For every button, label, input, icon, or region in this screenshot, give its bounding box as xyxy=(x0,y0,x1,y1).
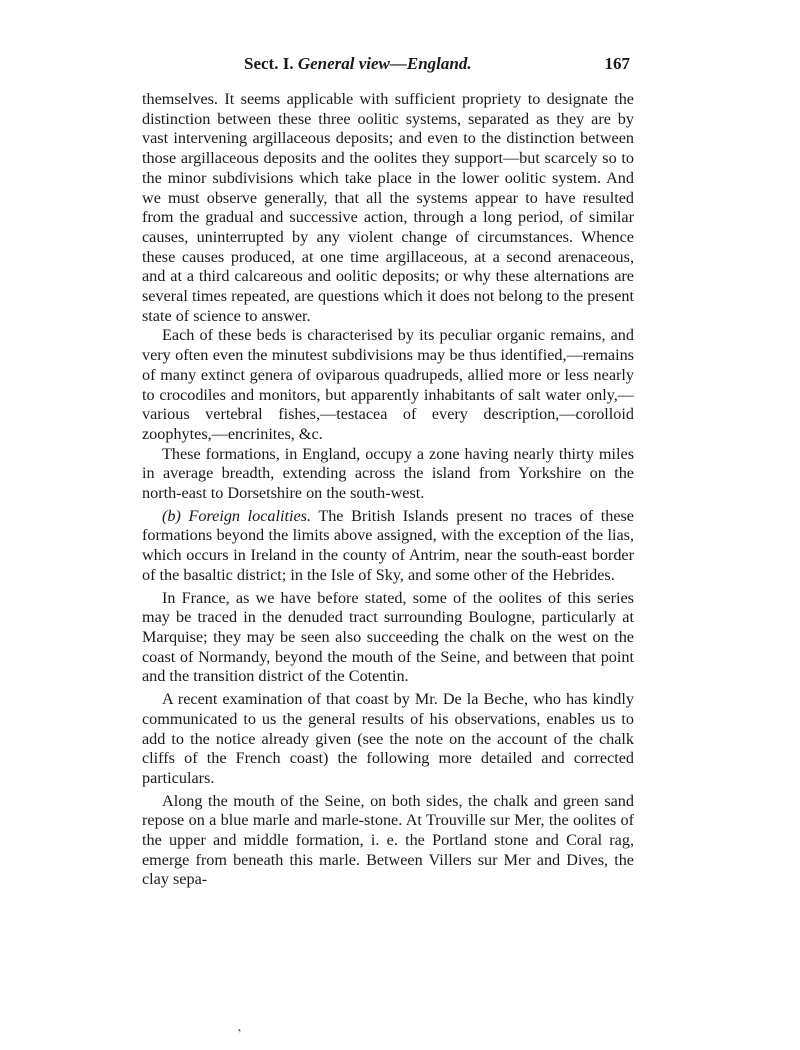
paragraph: Along the mouth of the Seine, on both sides, the chalk and green sand repose on a blue marle and marle-stone. At Trouville sur Mer, the oolites of the upper and middle formation, i. e. the Portland stone and Coral rag, emerge from beneath this marle. Between Villers sur Mer and Dives, the clay sepa- xyxy=(142,791,634,889)
paragraph-body: The British Islands present no traces of these formations beyond the limits above assigned, with the exception of the lias, which occurs in Ireland in the county of Antrim, near the south-east border of the basaltic district; in the Isle of Sky, and some other of the Hebrides. xyxy=(142,506,634,584)
book-page xyxy=(142,52,634,890)
page-number: 167 xyxy=(604,54,630,73)
paragraph xyxy=(142,507,634,586)
paragraph: These formations, in England, occupy a zone having nearly thirty miles in average breadth, extending across the island from Yorkshire on the north-east to Dorsetshire on the south-west. xyxy=(142,444,634,503)
chapter-title: General view—England. xyxy=(297,54,472,73)
section-label: Sect. I. xyxy=(244,54,294,73)
running-head xyxy=(142,52,634,82)
paragraph: In France, as we have before stated, some of the oolites of this series may be traced in the denuded tract surrounding Boulogne, particularly at Marquise; they may be seen also succeeding the chalk on the west on the coast of Normandy, beyond the mouth of the Seine, and between that point and the transition district of the Cotentin. xyxy=(142,588,634,686)
paragraph: Each of these beds is characterised by its peculiar organic remains, and very often even the minutest subdivisions may be thus identified,—remains of many extinct genera of oviparous quadrupeds, allied more or less nearly to crocodiles and monitors, but apparently inhabitants of salt water only,—various vertebral fishes,—testacea of every description,—corolloid zoophytes,—encrinites, &c. xyxy=(142,326,634,443)
stray-ink-mark: , xyxy=(231,1020,243,1034)
body-text xyxy=(142,90,634,890)
running-title xyxy=(244,54,472,74)
paragraph: A recent examination of that coast by Mr. De la Beche, who has kindly communicated to us the general results of his observations, enables us to add to the notice already given (see the note on the account of the chalk cliffs of the French coast) the following more detailed and corrected particulars. xyxy=(142,690,634,787)
paragraph: themselves. It seems applicable with sufficient propriety to designate the distinction between these three oolitic systems, separated as they are by vast intervening argillaceous deposits; and even to the distinction between those argillaceous deposits and the oolites they support—but scarcely so to the minor subdivisions which take place in the lower oolitic system. And we must observe generally, that all the systems appear to have resulted from the gradual and successive action, through a long period, of similar causes, uninterrupted by any violent change of circumstances. Whence these causes produced, at one time argillaceous, at a second arenaceous, and at a third calcareous and oolitic deposits; or why these alternations are several times repeated, are questions which it does not belong to the present state of science to answer. xyxy=(142,90,634,325)
subsection-heading: (b) Foreign localities. xyxy=(162,506,312,525)
